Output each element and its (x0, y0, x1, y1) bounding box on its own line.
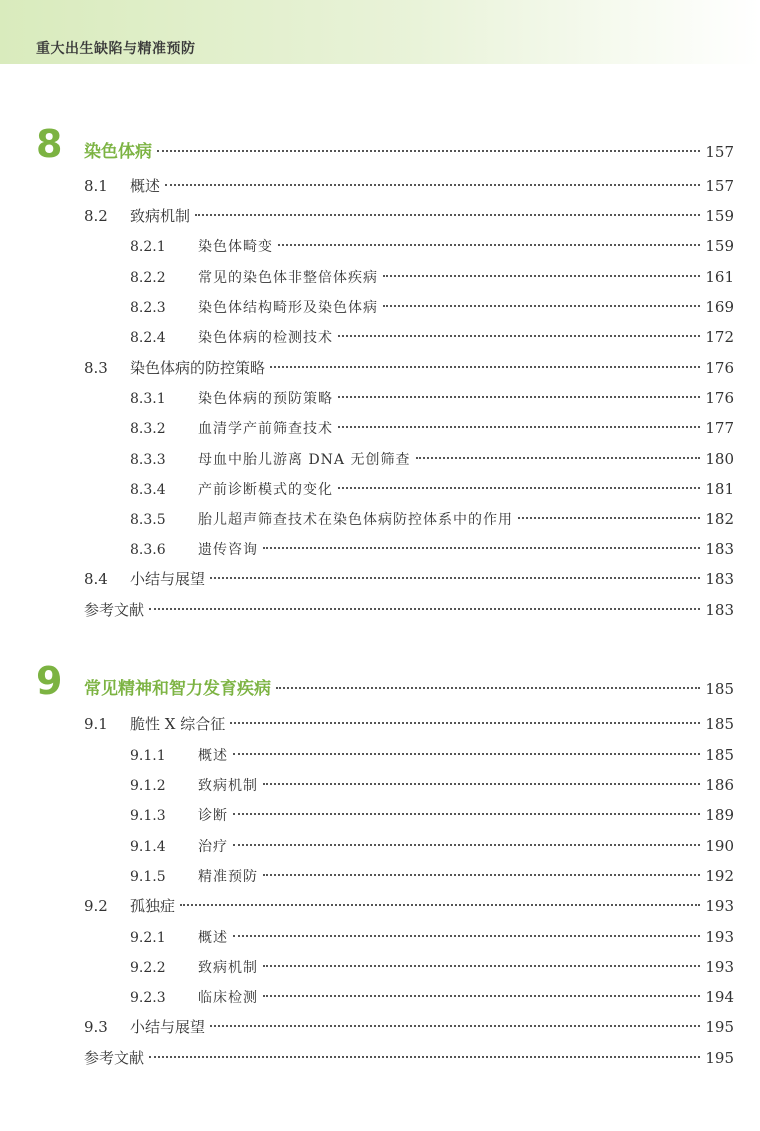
page-number: 190 (705, 837, 734, 855)
page-number: 183 (705, 570, 734, 588)
section-number: 9.1.5 (130, 869, 166, 885)
page-number: 193 (705, 928, 734, 946)
page-number: 181 (705, 480, 734, 498)
dot-leader (230, 722, 700, 724)
dot-leader (263, 965, 700, 967)
dot-leader (210, 577, 700, 579)
toc-entry[interactable] (130, 985, 734, 1009)
section-number: 8.3.2 (130, 421, 166, 437)
chapter-heading-9 (36, 661, 734, 701)
section-title: 血清学产前筛查技术 (198, 421, 333, 437)
page-number: 176 (705, 359, 734, 377)
section-title: 脆性 X 综合征 (130, 715, 226, 733)
dot-leader (233, 935, 700, 937)
page-number: 157 (705, 143, 734, 161)
section-title: 小结与展望 (130, 1018, 206, 1036)
dot-leader (338, 426, 700, 428)
toc-entry[interactable] (130, 416, 734, 440)
toc-entry[interactable] (130, 834, 734, 858)
page-number: 195 (705, 1018, 734, 1036)
toc-entry[interactable] (130, 325, 734, 349)
page-number: 194 (705, 988, 734, 1006)
section-title: 致病机制 (198, 778, 258, 794)
section-title: 产前诊断模式的变化 (198, 482, 333, 498)
toc-entry[interactable] (130, 507, 734, 531)
dot-leader (416, 457, 701, 459)
section-title: 诊断 (198, 808, 228, 824)
section-title: 母血中胎儿游离 DNA 无创筛查 (198, 452, 411, 468)
section-title: 小结与展望 (130, 570, 206, 588)
chapter-title: 染色体病 (84, 142, 152, 162)
section-title: 染色体病的检测技术 (198, 330, 333, 346)
section-title: 临床检测 (198, 990, 258, 1006)
page-number: 172 (705, 328, 734, 346)
section-number: 8.2.1 (130, 239, 166, 255)
section-title: 常见的染色体非整倍体疾病 (198, 270, 378, 286)
dot-leader (233, 813, 700, 815)
dot-leader (233, 753, 700, 755)
page-number: 183 (705, 540, 734, 558)
chapter-number: 8 (36, 122, 63, 166)
dot-leader (518, 517, 700, 519)
section-number: 8.4 (84, 570, 108, 588)
toc-entry[interactable] (130, 234, 734, 258)
section-title: 概述 (198, 930, 228, 946)
dot-leader (165, 184, 700, 186)
toc-entry[interactable] (130, 955, 734, 979)
section-title: 治疗 (198, 839, 228, 855)
toc-entry-references[interactable] (84, 1046, 734, 1070)
dot-leader (383, 275, 700, 277)
toc-entry[interactable] (130, 925, 734, 949)
section-title: 参考文献 (84, 601, 145, 619)
section-number: 9.1.3 (130, 808, 166, 824)
toc-entry[interactable] (130, 447, 734, 471)
toc-entry[interactable] (130, 386, 734, 410)
section-number: 8.3.4 (130, 482, 166, 498)
page-number: 157 (705, 177, 734, 195)
book-title: 重大出生缺陷与精准预防 (36, 41, 196, 57)
section-number: 9.2.3 (130, 990, 166, 1006)
section-title: 孤独症 (130, 897, 176, 915)
toc-entry[interactable] (130, 773, 734, 797)
toc-entry[interactable] (84, 204, 734, 228)
toc-entry[interactable] (130, 743, 734, 767)
chapter-heading-8 (36, 124, 734, 164)
dot-leader (278, 244, 700, 246)
dot-leader (263, 995, 700, 997)
section-title: 染色体结构畸形及染色体病 (198, 300, 378, 316)
page-number: 185 (705, 715, 734, 733)
page-number: 193 (705, 958, 734, 976)
dot-leader (383, 305, 700, 307)
section-title: 参考文献 (84, 1049, 145, 1067)
toc-entry[interactable] (130, 803, 734, 827)
page-number: 159 (705, 237, 734, 255)
page-number: 185 (705, 746, 734, 764)
toc-entry[interactable] (84, 894, 734, 918)
dot-leader (338, 335, 700, 337)
page-number: 193 (705, 897, 734, 915)
section-number: 8.3.5 (130, 512, 166, 528)
section-title: 致病机制 (130, 207, 191, 225)
section-title: 染色体病的预防策略 (198, 391, 333, 407)
section-number: 8.2.3 (130, 300, 166, 316)
toc-entry-references[interactable] (84, 598, 734, 622)
section-title: 遗传咨询 (198, 542, 258, 558)
dot-leader (263, 874, 700, 876)
section-number: 9.1 (84, 715, 108, 733)
page-number: 195 (705, 1049, 734, 1067)
section-title: 概述 (198, 748, 228, 764)
dot-leader (149, 608, 700, 610)
toc-entry[interactable] (130, 864, 734, 888)
page-number: 186 (705, 776, 734, 794)
section-number: 9.2 (84, 897, 108, 915)
section-number: 9.3 (84, 1018, 108, 1036)
toc-entry[interactable] (130, 537, 734, 561)
section-title: 胎儿超声筛查技术在染色体病防控体系中的作用 (198, 512, 513, 528)
section-number: 9.1.2 (130, 778, 166, 794)
section-number: 8.3.3 (130, 452, 166, 468)
page-number: 180 (705, 450, 734, 468)
section-title: 染色体病的防控策略 (130, 359, 266, 377)
page-number: 159 (705, 207, 734, 225)
dot-leader (263, 783, 700, 785)
dot-leader (338, 396, 700, 398)
dot-leader (157, 150, 700, 152)
page-number: 161 (705, 268, 734, 286)
toc-entry[interactable] (84, 567, 734, 591)
section-title: 概述 (130, 177, 161, 195)
section-number: 8.2 (84, 207, 108, 225)
dot-leader (263, 547, 700, 549)
toc-entry[interactable] (84, 356, 734, 380)
section-number: 8.3.1 (130, 391, 166, 407)
section-number: 9.2.1 (130, 930, 166, 946)
section-title: 致病机制 (198, 960, 258, 976)
dot-leader (276, 687, 700, 689)
section-number: 8.2.4 (130, 330, 166, 346)
toc-entry[interactable] (130, 477, 734, 501)
dot-leader (270, 366, 700, 368)
dot-leader (149, 1056, 700, 1058)
page-number: 192 (705, 867, 734, 885)
page-number: 176 (705, 389, 734, 407)
toc-entry[interactable] (84, 174, 734, 198)
page-number: 169 (705, 298, 734, 316)
chapter-title: 常见精神和智力发育疾病 (84, 679, 271, 699)
dot-leader (338, 487, 700, 489)
section-number: 8.1 (84, 177, 108, 195)
toc-entry[interactable] (130, 265, 734, 289)
toc-entry[interactable] (84, 1015, 734, 1039)
section-number: 8.2.2 (130, 270, 166, 286)
section-title: 染色体畸变 (198, 239, 273, 255)
page-number: 183 (705, 601, 734, 619)
dot-leader (180, 904, 700, 906)
section-number: 8.3.6 (130, 542, 166, 558)
section-number: 9.2.2 (130, 960, 166, 976)
section-number: 9.1.4 (130, 839, 166, 855)
toc-entry[interactable] (84, 712, 734, 736)
section-number: 8.3 (84, 359, 108, 377)
chapter-number: 9 (36, 659, 63, 703)
dot-leader (195, 214, 700, 216)
toc-entry[interactable] (130, 295, 734, 319)
page-number: 185 (705, 680, 734, 698)
dot-leader (210, 1025, 700, 1027)
section-number: 9.1.1 (130, 748, 166, 764)
dot-leader (233, 844, 700, 846)
page-number: 177 (705, 419, 734, 437)
page-number: 189 (705, 806, 734, 824)
page-number: 182 (705, 510, 734, 528)
section-title: 精准预防 (198, 869, 258, 885)
